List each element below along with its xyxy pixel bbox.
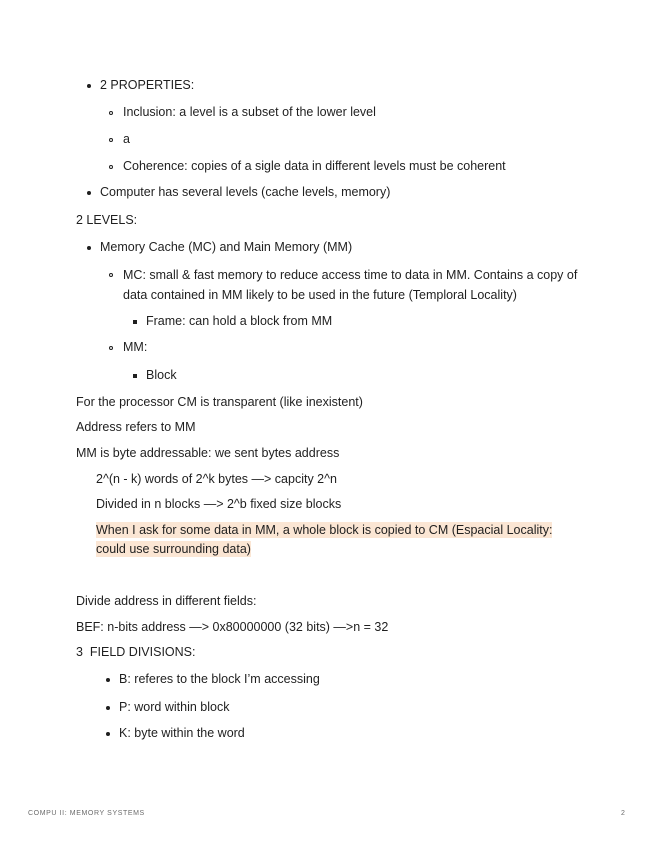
bullet-disc (106, 706, 110, 710)
memory-cache-item: Memory Cache (MC) and Main Memory (MM) (100, 240, 353, 254)
bef-paragraph: BEF: n-bits address —> 0x80000000 (32 bits) —>n = 32 (76, 620, 389, 634)
footer-title: COMPU II: MEMORY SYSTEMS (28, 810, 145, 817)
bullet-square (133, 320, 137, 324)
levels-heading: 2 LEVELS: (76, 213, 138, 227)
bullet-circle (109, 273, 113, 277)
bullet-circle (109, 138, 113, 142)
block-item: Block (146, 368, 177, 382)
field-p-item: P: word within block (119, 700, 230, 714)
address-paragraph: Address refers to MM (76, 420, 196, 434)
byte-addressable-paragraph: MM is byte addressable: we sent bytes address (76, 446, 340, 460)
coherence-item: Coherence: copies of a sigle data in different levels must be coherent (123, 159, 506, 173)
bullet-circle (109, 111, 113, 115)
item-a: a (123, 132, 130, 146)
bullet-disc (87, 84, 91, 88)
blocks-line: Divided in n blocks —> 2^b fixed size blocks (96, 497, 342, 511)
divide-address-paragraph: Divide address in different fields: (76, 594, 257, 608)
field-k-item: K: byte within the word (119, 726, 245, 740)
field-divisions-heading: 3 FIELD DIVISIONS: (76, 645, 196, 659)
bullet-disc (87, 246, 91, 250)
bullet-circle (109, 346, 113, 350)
field-b-item: B: referes to the block I’m accessing (119, 672, 320, 686)
inclusion-item: Inclusion: a level is a subset of the lower level (123, 105, 376, 119)
mc-item: MC: small & fast memory to reduce access time to data in MM. Contains a copy of data contained in MM likely to be used in the future (Temploral Locality) (123, 268, 578, 302)
bullet-disc (106, 678, 110, 682)
capacity-line: 2^(n - k) words of 2^k bytes —> capcity 2^n (96, 472, 337, 486)
highlighted-note (96, 521, 568, 559)
frame-item: Frame: can hold a block from MM (146, 314, 333, 328)
mm-item: MM: (123, 340, 148, 354)
processor-paragraph: For the processor CM is transparent (like inexistent) (76, 395, 363, 409)
highlighted-text: When I ask for some data in MM, a whole block is copied to CM (Espacial Locality: could use surrounding data) (96, 523, 553, 556)
bullet-disc (106, 732, 110, 736)
bullet-disc (87, 191, 91, 195)
footer-page-number: 2 (621, 810, 625, 817)
bullet-square (133, 374, 137, 378)
bullet-circle (109, 165, 113, 169)
properties-heading: 2 PROPERTIES: (100, 78, 195, 92)
levels-item: Computer has several levels (cache levels, memory) (100, 185, 391, 199)
